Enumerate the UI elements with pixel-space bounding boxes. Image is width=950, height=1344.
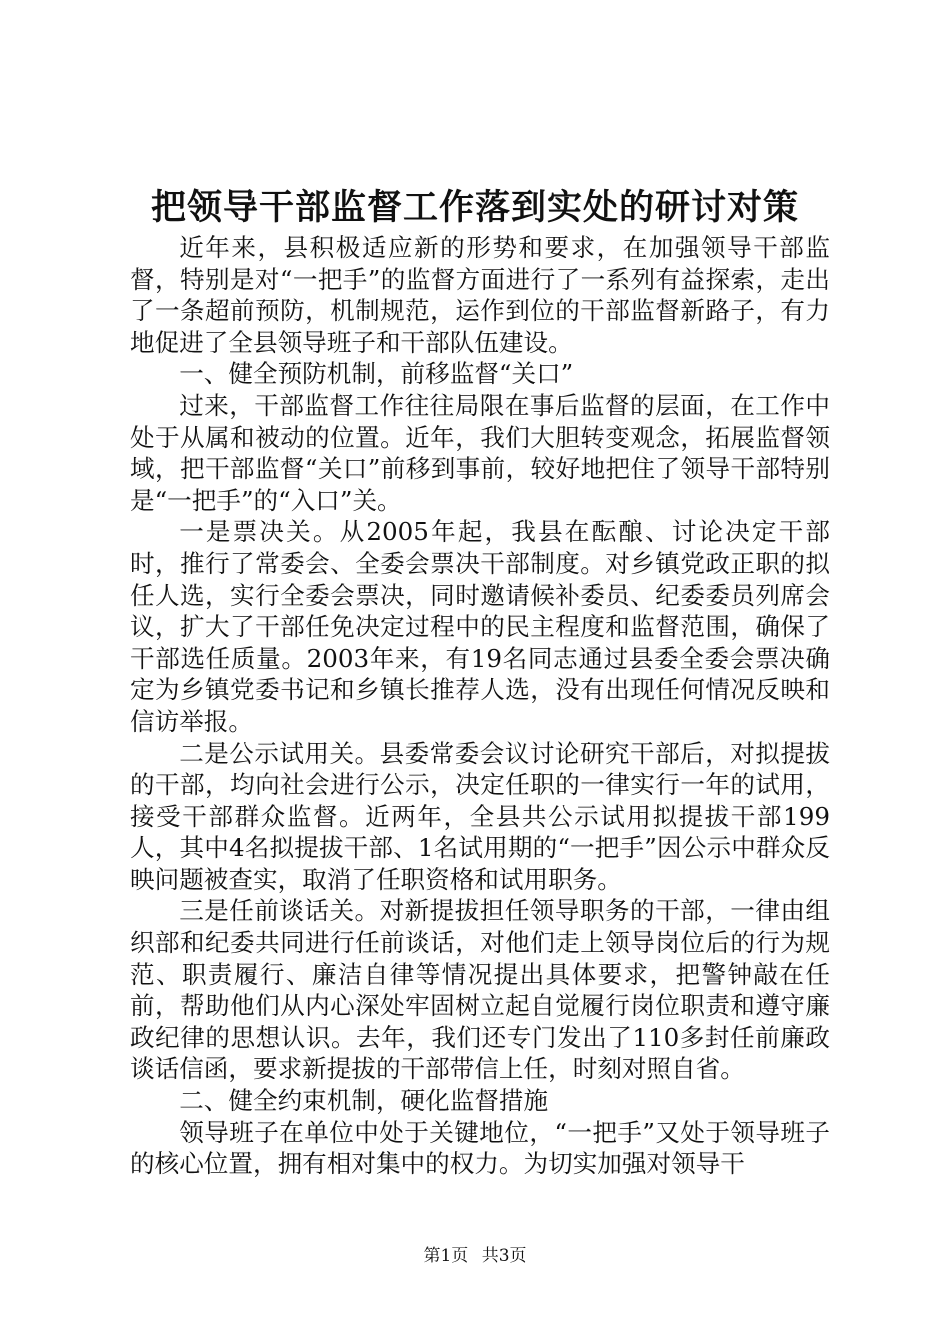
paragraph-section-1: 过来，干部监督工作往往局限在事后监督的层面，在工作中处于从属和被动的位置。近年，我们大胆转变观念，拓展监督领域，把干部监督“关口”前移到事前，较好地把住了领导干部特别是“一把手”的“入口”关。 xyxy=(130,390,830,515)
section-heading-2: 二、健全约束机制，硬化监督措施 xyxy=(179,1086,549,1116)
page-number: 第1页 xyxy=(423,1246,469,1266)
page-footer xyxy=(0,1245,950,1267)
paragraph-section-2: 领导班子在单位中处于关键地位，“一把手”又处于领导班子的核心位置，拥有相对集中的权力。为切实加强对领导干 xyxy=(130,1117,830,1179)
paragraph-vote: 一是票决关。从2005年起，我县在酝酿、讨论决定干部时，推行了常委会、全委会票决干部制度。对乡镇党政正职的拟任人选，实行全委会票决，同时邀请候补委员、纪委委员列席会议，扩大了干部任免决定过程中的民主程度和监督范围，确保了干部选任质量。2003年来，有19名同志通过县委全委会票决确定为乡镇党委书记和乡镇长推荐人选，没有出现任何情况反映和信访举报。 xyxy=(130,517,830,736)
paragraph-intro: 近年来，县积极适应新的形势和要求，在加强领导干部监督，特别是对“一把手”的监督方面进行了一系列有益探索，走出了一条超前预防，机制规范，运作到位的干部监督新路子，有力地促进了全县领导班子和干部队伍建设。 xyxy=(130,233,830,357)
document-title: 把领导干部监督工作落到实处的研讨对策 xyxy=(150,187,799,228)
paragraph-publicity: 二是公示试用关。县委常委会议讨论研究干部后，对拟提拔的干部，均向社会进行公示，决定任职的一律实行一年的试用，接受干部群众监督。近两年，全县共公示试用拟提拔干部199人，其中4名拟提拔干部、1名试用期的“一把手”因公示中群众反映问题被查实，取消了任职资格和试用职务。 xyxy=(130,738,830,894)
section-heading-1: 一、健全预防机制，前移监督“关口” xyxy=(179,359,574,389)
page-total: 共3页 xyxy=(481,1246,527,1266)
document-body xyxy=(130,232,830,1180)
paragraph-talk: 三是任前谈话关。对新提拔担任领导职务的干部，一律由组织部和纪委共同进行任前谈话，对他们走上领导岗位后的行为规范、职责履行、廉洁自律等情况提出具体要求，把警钟敲在任前，帮助他们从内心深处牢固树立起自觉履行岗位职责和遵守廉政纪律的思想认识。去年，我们还专门发出了110多封任前廉政谈话信函，要求新提拔的干部带信上任，时刻对照自省。 xyxy=(130,896,830,1084)
